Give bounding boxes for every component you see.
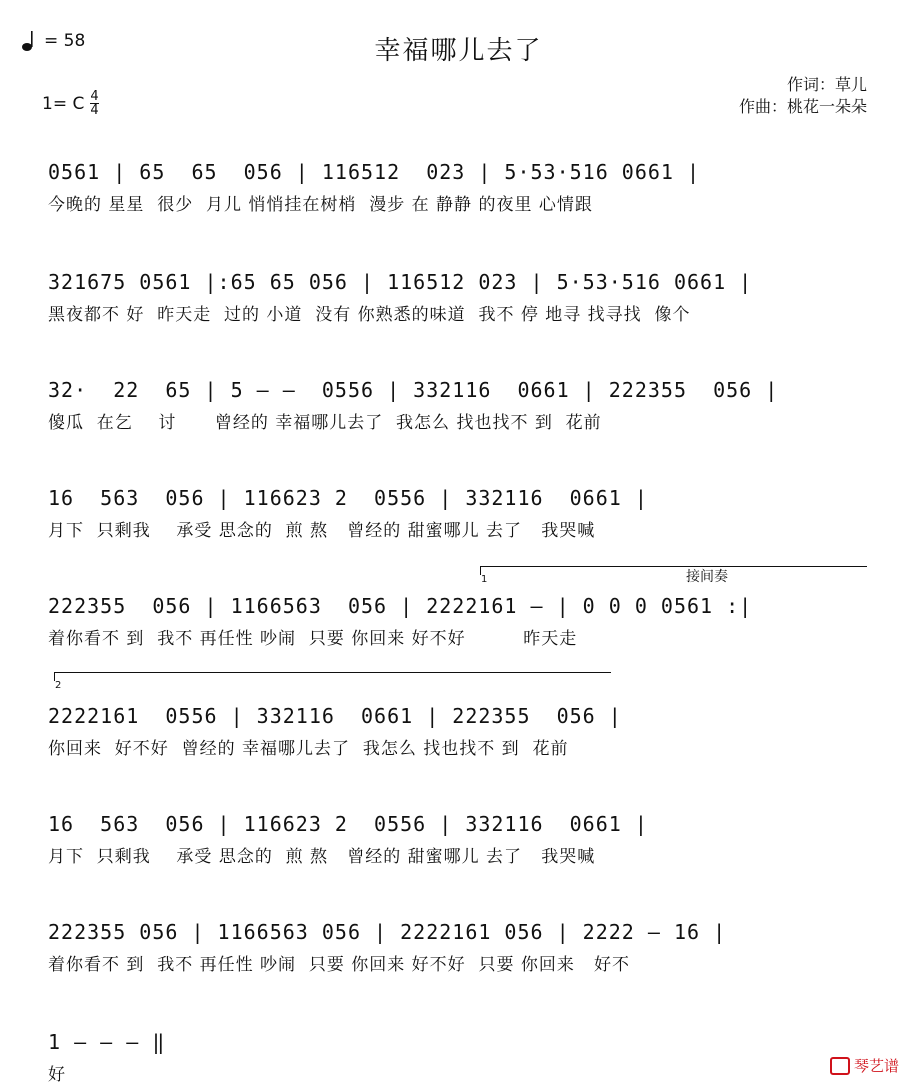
score-line-1 <box>48 160 869 214</box>
lyrics-line-3: 傻瓜 在乞 讨 曾经的 幸福哪儿去了 我怎么 找也找不 到 花前 <box>48 413 602 433</box>
lyrics-line-7: 月下 只剩我 承受 思念的 煎 熬 曾经的 甜蜜哪儿 去了 我哭喊 <box>48 847 596 867</box>
notes-line-6: 2222161 0556 | 332116 0661 | 222355 056 | <box>48 704 622 728</box>
second-ending-bracket <box>54 672 611 691</box>
second-ending-number: 2 <box>55 680 62 691</box>
lyrics-line-6: 你回来 好不好 曾经的 幸福哪儿去了 我怎么 找也找不 到 花前 <box>48 739 569 759</box>
time-bottom: 4 <box>90 103 99 118</box>
lyricist-credit: 作词：草儿 <box>786 75 867 94</box>
notes-line-7: 16 563 056 | 116623 2 0556 | 332116 0661 | <box>48 812 648 836</box>
lyrics-line-2: 黑夜都不 好 昨天走 过的 小道 没有 你熟悉的味道 我不 停 地寻 找寻找 像个 <box>48 305 691 325</box>
score-line-4 <box>48 486 869 540</box>
brand-mark-icon <box>830 1057 850 1075</box>
notes-line-4: 16 563 056 | 116623 2 0556 | 332116 0661 | <box>48 486 648 510</box>
composer-credit: 作曲：桃花一朵朵 <box>738 97 867 116</box>
lyrics-line-8: 着你看不 到 我不 再任性 吵闹 只要 你回来 好不好 只要 你回来 好不 <box>48 955 631 975</box>
notes-line-1: 0561 | 65 65 056 | 116512 023 | 5·53·516 0661 | <box>48 160 701 184</box>
lyrics-line-5: 着你看不 到 我不 再任性 吵闹 只要 你回来 好不好 昨天走 <box>48 629 578 649</box>
notes-line-9: 1 — — — ‖ <box>48 1030 166 1054</box>
song-title: 幸福哪儿去了 <box>374 36 543 66</box>
notes-line-8: 222355 056 | 1166563 056 | 2222161 056 | 2222 — 16 | <box>48 920 727 944</box>
watermark-logo <box>830 1055 899 1076</box>
key-label: 1= C <box>42 93 85 114</box>
score-line-9 <box>48 1030 869 1084</box>
score-line-7 <box>48 812 869 866</box>
time-signature <box>90 90 98 117</box>
notes-line-5: 222355 056 | 1166563 056 | 2222161 — | 0 0 0 0561 :| <box>48 594 753 618</box>
score-line-2 <box>48 270 869 324</box>
lyrics-line-9: 好 <box>48 1065 66 1085</box>
key-signature <box>42 90 99 117</box>
notes-line-3: 32· 22 65 | 5 — — 0556 | 332116 0661 | 222355 056 | <box>48 378 779 402</box>
interlude-marking: 接间奏 <box>686 569 728 585</box>
lyrics-line-1: 今晚的 星星 很少 月儿 悄悄挂在树梢 漫步 在 静静 的夜里 心情跟 <box>48 195 593 215</box>
time-top: 4 <box>90 89 99 104</box>
first-ending-number: 1 <box>481 574 488 585</box>
notes-line-2: 321675 0561 |:65 65 056 | 116512 023 | 5·53·516 0661 | <box>48 270 753 294</box>
score-line-5 <box>48 594 869 648</box>
score-line-8 <box>48 920 869 974</box>
score-line-6 <box>48 704 869 758</box>
score-line-3 <box>48 378 869 432</box>
brand-name: 琴艺谱 <box>853 1057 899 1075</box>
tempo-value: = 58 <box>44 31 86 51</box>
lyrics-line-4: 月下 只剩我 承受 思念的 煎 熬 曾经的 甜蜜哪儿 去了 我哭喊 <box>48 521 596 541</box>
